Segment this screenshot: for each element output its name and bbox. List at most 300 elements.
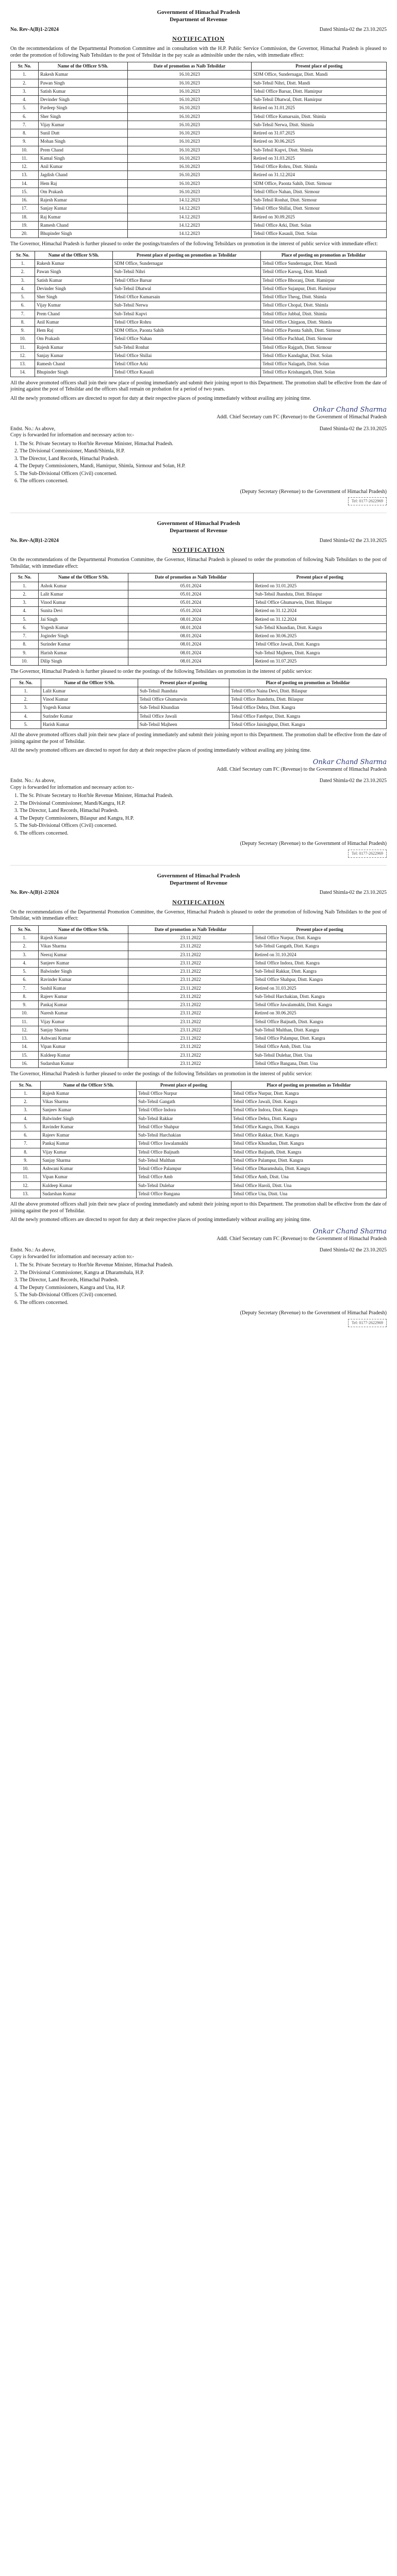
- notification-sheet: [10, 513, 387, 858]
- table-cell: Balwinder Singh: [39, 968, 128, 976]
- table-cell: 7.: [11, 984, 39, 992]
- copy-item: 2. The Divisional Commissioner, Mandi/Shimla, H.P.: [20, 448, 387, 455]
- table-cell: Tehsil Office Rakkar, Distt. Kangra: [231, 1131, 386, 1140]
- table-cell: Tehsil Office Palampur, Distt. Kangra: [231, 1156, 386, 1164]
- table-row: [11, 712, 387, 720]
- table-cell: Lalit Kumar: [41, 687, 138, 695]
- table-cell: Vikas Sharma: [39, 942, 128, 951]
- table-cell: 9.: [11, 1156, 41, 1164]
- table-cell: Om Prakash: [39, 188, 128, 196]
- table-cell: Sub-Tehsil Multhan, Distt. Kangra: [253, 1026, 387, 1034]
- table-cell: 1.: [11, 1089, 41, 1097]
- endorsement-date: Dated Shimla-02 the 23.10.2025: [319, 426, 387, 432]
- table-cell: Sanjay Sharma: [39, 1026, 128, 1034]
- office-stamp: Tel: 0177-2622969: [348, 1319, 387, 1327]
- table-row: [11, 590, 387, 598]
- table-cell: 7.: [11, 310, 35, 318]
- table-cell: Kuldeep Kumar: [39, 1051, 128, 1059]
- table-cell: Rajesh Kumar: [39, 934, 128, 942]
- table-cell: 4.: [11, 959, 39, 967]
- table-cell: 23.11.2022: [128, 984, 253, 992]
- endorsement-signature: [10, 1310, 387, 1327]
- department-heading: Department of Revenue: [170, 879, 227, 886]
- column-header: Present place of posting: [253, 925, 387, 934]
- table-cell: Anil Kumar: [35, 318, 112, 326]
- column-header: Place of posting on promotion as Tehsildar: [261, 251, 387, 259]
- table-row: [11, 351, 387, 360]
- copy-list: [20, 793, 387, 837]
- column-header: Place of posting on promotion as Tehsildar: [229, 679, 387, 687]
- table-cell: Tehsil Office Jawalamukhi, Distt. Kangra: [253, 1001, 387, 1009]
- table-row: [11, 1098, 387, 1106]
- table-row: [11, 327, 387, 335]
- table-row: [11, 623, 387, 632]
- table-cell: 16.10.2023: [127, 104, 252, 112]
- deputy-designation: (Deputy Secretary (Revenue) to the Government of Himachal Pradesh): [240, 841, 387, 847]
- table-row: [11, 1001, 387, 1009]
- table-cell: Yogesh Kumar: [39, 623, 128, 632]
- table-row: [11, 360, 387, 368]
- table-cell: Sub-Tehsil Rakkar, Distt. Kangra: [253, 968, 387, 976]
- table-cell: 12.: [11, 1026, 39, 1034]
- table-row: [11, 1173, 387, 1181]
- table-cell: Retired on 31.12.2024: [252, 171, 387, 179]
- table-cell: 2.: [11, 942, 39, 951]
- table-cell: 16.10.2023: [127, 138, 252, 146]
- table-cell: Tehsil Office Jawali: [138, 712, 229, 720]
- office-stamp: Tel: 0177-2622969: [348, 850, 387, 858]
- table-cell: Tehsil Office Jawali, Distt. Kangra: [231, 1098, 386, 1106]
- column-header: Present place of posting on promotion as Tehsildar: [112, 251, 261, 259]
- table-cell: Tehsil Office Nahan, Distt. Sirmour: [252, 188, 387, 196]
- table-cell: 16.10.2023: [127, 129, 252, 138]
- table-row: [11, 1181, 387, 1190]
- table-cell: 16.10.2023: [127, 96, 252, 104]
- table-cell: 8.: [11, 640, 39, 649]
- table-cell: Prem Chand: [39, 146, 128, 154]
- table-row: [11, 1156, 387, 1164]
- notification-title: NOTIFICATION: [172, 546, 225, 554]
- signature: Onkar Chand Sharma: [312, 406, 387, 414]
- reference-row: [10, 27, 387, 33]
- table-cell: Tehsil Office Baijnath: [137, 1148, 231, 1156]
- table-cell: Sub-Tehsil Ronhat: [112, 343, 261, 351]
- signatory-designation: Addl. Chief Secretary cum FC (Revenue) to the Government of Himachal Pradesh: [217, 414, 387, 420]
- copy-label: Copy is forwarded for information and necessary action to:-: [10, 1253, 134, 1260]
- table-row: [11, 1051, 387, 1059]
- paragraph: All the newly promoted officers are directed to report for duty at their respective places of posting immediately without availing any joining time.: [10, 395, 311, 401]
- table-row: [11, 171, 387, 179]
- promotion-table: [10, 62, 387, 238]
- table-cell: 23.11.2022: [128, 976, 253, 984]
- table-cell: Tehsil Office Shillai, Distt. Sirmour: [252, 205, 387, 213]
- table-cell: Sub-Tehsil Gangath, Distt. Kangra: [253, 942, 387, 951]
- table-cell: Retired on 30.06.2025: [253, 1009, 387, 1018]
- government-heading: Government of Himachal Pradesh: [157, 872, 240, 879]
- table-cell: Tehsil Office Jaisinghpur, Distt. Kangra: [229, 720, 387, 728]
- table-header-row: [11, 251, 387, 259]
- table-cell: 3.: [11, 951, 39, 959]
- table-cell: 18.: [11, 213, 39, 221]
- column-header: Name of the Officer S/Sh.: [39, 925, 128, 934]
- endorsement-date: Dated Shimla-02 the 23.10.2025: [319, 778, 387, 784]
- table-cell: 15.: [11, 188, 39, 196]
- table-cell: Ravinder Kumar: [41, 1123, 137, 1131]
- table-cell: 14.12.2023: [127, 205, 252, 213]
- notification-sheet: [10, 865, 387, 1327]
- office-stamp: Tel: 0177-2622969: [348, 497, 387, 505]
- table-cell: Sub-Tehsil Khundian: [138, 704, 229, 712]
- table-cell: 2.: [11, 696, 41, 704]
- column-header: Name of the Officer S/Sh.: [41, 679, 138, 687]
- table-cell: 14.: [11, 179, 39, 188]
- table-cell: 16.10.2023: [127, 146, 252, 154]
- table-cell: Tehsil Office Ghumarwin, Distt. Bilaspur: [253, 599, 386, 607]
- table-row: [11, 260, 387, 268]
- reference-number: No. Rev-A(B)1-2/2024: [10, 26, 59, 32]
- table-header-row: [11, 1081, 387, 1089]
- table-cell: Rajesh Kumar: [41, 1089, 137, 1097]
- table-cell: 16.: [11, 1059, 39, 1067]
- column-header: Sr. No.: [11, 573, 39, 582]
- table-cell: Sub-Tehsil Rakkar: [137, 1114, 231, 1123]
- table-cell: Tehsil Office Bangana, Distt. Una: [253, 1059, 387, 1067]
- table-cell: 10.: [11, 657, 39, 665]
- table-row: [11, 230, 387, 238]
- table-cell: Tehsil Office Karsog, Distt. Mandi: [261, 268, 387, 276]
- table-row: [11, 934, 387, 942]
- table-cell: Tehsil Office Sujanpur, Distt. Hamirpur: [261, 284, 387, 293]
- table-cell: Tehsil Office Nurpur, Distt. Kangra: [253, 934, 387, 942]
- table-cell: 10.: [11, 146, 39, 154]
- table-cell: Tehsil Office Fatehpur, Distt. Kangra: [229, 712, 387, 720]
- table-cell: 16.10.2023: [127, 171, 252, 179]
- table-cell: 4.: [11, 284, 35, 293]
- table-cell: Rakesh Kumar: [35, 260, 112, 268]
- table-cell: Tehsil Office Barsar: [112, 276, 261, 284]
- column-header: Sr. No.: [11, 925, 39, 934]
- copy-item: 1. The Sr. Private Secretary to Hon'ble Revenue Minister, Himachal Pradesh.: [20, 441, 387, 448]
- column-header: Date of promotion as Naib Tehsildar: [128, 573, 253, 582]
- table-cell: Tehsil Office Palampur, Distt. Kangra: [253, 1035, 387, 1043]
- endorsement-number: Endst. No.: As above,: [10, 426, 56, 432]
- table-cell: Devinder Singh: [39, 96, 128, 104]
- table-header-row: [11, 573, 387, 582]
- table-row: [11, 942, 387, 951]
- table-cell: Tehsil Office Bangana: [137, 1190, 231, 1198]
- signature: Onkar Chand Sharma: [312, 758, 387, 766]
- table-cell: 16.10.2023: [127, 121, 252, 129]
- table-row: [11, 87, 387, 95]
- table-row: [11, 968, 387, 976]
- table-row: [11, 368, 387, 377]
- table-row: [11, 179, 387, 188]
- table-cell: Raj Kumar: [39, 213, 128, 221]
- issue-date: Dated Shimla-02 the 23.10.2025: [319, 537, 387, 544]
- table-cell: Om Prakash: [35, 335, 112, 343]
- table-cell: Sushil Kumar: [39, 984, 128, 992]
- endorsement: [10, 778, 387, 837]
- paragraph: On the recommendations of the Departmental Promotion Committee, the Governor, Himachal Pradesh is pleased to order the promotion of following Naib Tehsildars to the post of Tehsildar, with immediate effect:: [10, 557, 387, 569]
- table-cell: 08.01.2024: [128, 657, 253, 665]
- table-cell: 10.: [11, 1165, 41, 1173]
- table-cell: 20.: [11, 230, 39, 238]
- table-cell: 5.: [11, 968, 39, 976]
- column-header: Name of the Officer S/Sh.: [41, 1081, 137, 1089]
- table-cell: Pankaj Kumar: [41, 1140, 137, 1148]
- table-cell: Sub-Tehsil Kupvi: [112, 310, 261, 318]
- table-cell: Tehsil Office Chirgaon, Distt. Shimla: [261, 318, 387, 326]
- table-cell: 11.: [11, 154, 39, 162]
- table-cell: Tehsil Office Khundian, Distt. Kangra: [231, 1140, 386, 1148]
- table-cell: 05.01.2024: [128, 582, 253, 590]
- table-row: [11, 188, 387, 196]
- table-cell: 4.: [11, 712, 41, 720]
- copy-item: 3. The Director, Land Records, Himachal Pradesh.: [20, 808, 387, 815]
- table-cell: 4.: [11, 96, 39, 104]
- table-cell: Sub-Tehsil Nerwa, Distt. Shimla: [252, 121, 387, 129]
- table-row: [11, 1165, 387, 1173]
- table-cell: Tehsil Office Paonta Sahib, Distt. Sirmour: [261, 327, 387, 335]
- column-header: Sr. No.: [11, 62, 39, 71]
- table-cell: 1.: [11, 260, 35, 268]
- table-cell: Sub-Tehsil Ronhat, Distt. Sirmour: [252, 196, 387, 205]
- table-cell: Tehsil Office Ghumarwin: [138, 696, 229, 704]
- signature-block: [10, 406, 387, 421]
- table-cell: Sub-Tehsil Dulehar, Distt. Una: [253, 1051, 387, 1059]
- table-cell: 1.: [11, 582, 39, 590]
- table-cell: Sub-Tehsil Nerwa: [112, 301, 261, 310]
- table-row: [11, 213, 387, 221]
- table-cell: Ashok Kumar: [39, 582, 128, 590]
- table-cell: Tehsil Office Baijnath, Distt. Kangra: [253, 1018, 387, 1026]
- issue-date: Dated Shimla-02 the 23.10.2025: [319, 890, 387, 896]
- table-cell: 05.01.2024: [128, 607, 253, 615]
- table-row: [11, 221, 387, 229]
- table-row: [11, 984, 387, 992]
- table-cell: 2.: [11, 268, 35, 276]
- table-cell: SDM Office, Paonta Sahib, Distt. Sirmour: [252, 179, 387, 188]
- paragraph: The Governor, Himachal Pradesh is further pleased to order the postings/transfers of the following Tehsildars on promotion in the interest of public service with immediate effect:: [10, 241, 378, 247]
- table-cell: 8.: [11, 129, 39, 138]
- government-heading: Government of Himachal Pradesh: [157, 520, 240, 527]
- table-cell: Tehsil Office Shillai: [112, 351, 261, 360]
- table-cell: Tehsil Office Kasauli, Distt. Solan: [252, 230, 387, 238]
- table-cell: Vijay Kumar: [39, 121, 128, 129]
- table-cell: 23.11.2022: [128, 1059, 253, 1067]
- table-cell: SDM Office, Paonta Sahib: [112, 327, 261, 335]
- table-cell: Retired on 31.07.2025: [252, 129, 387, 138]
- table-row: [11, 310, 387, 318]
- table-cell: 6.: [11, 1131, 41, 1140]
- table-row: [11, 1035, 387, 1043]
- table-row: [11, 104, 387, 112]
- table-header-row: [11, 62, 387, 71]
- table-cell: Tehsil Office Dehra, Distt. Kangra: [229, 704, 387, 712]
- table-cell: Tehsil Office Amb, Distt. Una: [231, 1173, 386, 1181]
- table-cell: Tehsil Office Baijnath, Distt. Kangra: [231, 1148, 386, 1156]
- table-cell: Retired on 31.01.2025: [253, 582, 386, 590]
- endorsement-row: [10, 1247, 387, 1254]
- table-cell: Naresh Kumar: [39, 1009, 128, 1018]
- table-cell: 05.01.2024: [128, 599, 253, 607]
- table-row: [11, 1026, 387, 1034]
- table-cell: Sub-Tehsil Harchakian: [137, 1131, 231, 1140]
- table-cell: Tehsil Office Shahpur, Distt. Kangra: [253, 976, 387, 984]
- department-heading: Department of Revenue: [170, 528, 227, 534]
- table-cell: Sanjay Kumar: [35, 351, 112, 360]
- table-row: [11, 640, 387, 649]
- table-cell: Tehsil Office Amb, Distt. Una: [253, 1043, 387, 1051]
- table-cell: Ashwani Kumar: [41, 1165, 137, 1173]
- table-cell: 13.: [11, 171, 39, 179]
- table-cell: Vinod Kumar: [39, 599, 128, 607]
- copy-item: 5. The Sub-Divisional Officers (Civil) concerned.: [20, 1292, 387, 1299]
- table-row: [11, 959, 387, 967]
- table-cell: 16.10.2023: [127, 71, 252, 79]
- table-cell: 16.10.2023: [127, 112, 252, 121]
- table-cell: 6.: [11, 623, 39, 632]
- table-row: [11, 276, 387, 284]
- table-cell: 9.: [11, 138, 39, 146]
- table-cell: Sub-Tehsil Nihri: [112, 268, 261, 276]
- table-row: [11, 1009, 387, 1018]
- table-cell: Tehsil Office Kumarsain: [112, 293, 261, 301]
- table-header-row: [11, 925, 387, 934]
- table-cell: Sanjeev Kumar: [41, 1106, 137, 1114]
- paragraph: The Governor, Himachal Pradesh is further pleased to order the postings of the following Tehsildars on promotion in the interest of public service:: [10, 669, 312, 674]
- table-cell: 23.11.2022: [128, 1043, 253, 1051]
- table-cell: 23.11.2022: [128, 1018, 253, 1026]
- copy-item: 2. The Divisional Commissioner, Mandi/Kangra, H.P.: [20, 801, 387, 807]
- table-row: [11, 301, 387, 310]
- table-cell: 08.01.2024: [128, 615, 253, 623]
- table-cell: Tehsil Office Indora, Distt. Kangra: [231, 1106, 386, 1114]
- table-cell: SDM Office, Sundernagar: [112, 260, 261, 268]
- table-row: [11, 992, 387, 1001]
- table-row: [11, 1114, 387, 1123]
- table-cell: Ramesh Chand: [39, 221, 128, 229]
- table-cell: Jagdish Chand: [39, 171, 128, 179]
- table-cell: Sher Singh: [35, 293, 112, 301]
- table-cell: 10.: [11, 1009, 39, 1018]
- table-cell: Sanjeev Kumar: [39, 959, 128, 967]
- table-cell: 16.10.2023: [127, 79, 252, 87]
- table-cell: 23.11.2022: [128, 951, 253, 959]
- table-cell: 23.11.2022: [128, 934, 253, 942]
- table-cell: Rajeev Kumar: [39, 992, 128, 1001]
- column-header: Present place of posting: [253, 573, 386, 582]
- table-cell: Hem Raj: [39, 179, 128, 188]
- table-cell: 5.: [11, 1123, 41, 1131]
- table-cell: Sub-Tehsil Kupvi, Distt. Shimla: [252, 146, 387, 154]
- table-cell: 23.11.2022: [128, 1026, 253, 1034]
- table-cell: Sunil Dutt: [39, 129, 128, 138]
- table-cell: Tehsil Office Dharamshala, Distt. Kangra: [231, 1165, 386, 1173]
- table-row: [11, 196, 387, 205]
- column-header: Name of the Officer S/Sh.: [39, 62, 128, 71]
- table-cell: Tehsil Office Kandaghat, Distt. Solan: [261, 351, 387, 360]
- table-cell: Retired on 31.01.2025: [252, 104, 387, 112]
- table-cell: 5.: [11, 720, 41, 728]
- table-cell: Surinder Kumar: [41, 712, 138, 720]
- endorsement-number: Endst. No.: As above,: [10, 1247, 56, 1253]
- notification-title: NOTIFICATION: [172, 35, 225, 42]
- table-row: [11, 79, 387, 87]
- table-cell: 3.: [11, 704, 41, 712]
- table-cell: Sub-Tehsil Gangath: [137, 1098, 231, 1106]
- column-header: Date of promotion as Naib Tehsildar: [128, 925, 253, 934]
- table-cell: 23.11.2022: [128, 968, 253, 976]
- endorsement-date: Dated Shimla-02 the 23.10.2025: [319, 1247, 387, 1253]
- table-cell: Vijay Kumar: [35, 301, 112, 310]
- copy-list: [20, 1262, 387, 1306]
- table-cell: Rajesh Kumar: [35, 343, 112, 351]
- table-cell: 11.: [11, 1018, 39, 1026]
- posting-table: [10, 679, 387, 730]
- table-cell: 12.: [11, 351, 35, 360]
- table-cell: Sub-Tehsil Jhanduta: [138, 687, 229, 695]
- table-cell: 23.11.2022: [128, 959, 253, 967]
- table-cell: Vipan Kumar: [41, 1173, 137, 1181]
- table-cell: 08.01.2024: [128, 649, 253, 657]
- table-cell: Retired on 31.03.2025: [252, 154, 387, 162]
- table-cell: 10.: [11, 335, 35, 343]
- signature: Onkar Chand Sharma: [312, 1227, 387, 1235]
- copy-item: 6. The officers concerned.: [20, 478, 387, 485]
- table-cell: Bhupinder Singh: [35, 368, 112, 377]
- table-cell: Sub-Tehsil Dhatwal: [112, 284, 261, 293]
- table-cell: 7.: [11, 632, 39, 640]
- table-cell: Tehsil Office Jubbal, Distt. Shimla: [261, 310, 387, 318]
- table-cell: Tehsil Office Arki: [112, 360, 261, 368]
- paragraph: All the newly promoted officers are directed to report for duty at their respective places of posting immediately without availing any joining time.: [10, 1217, 311, 1223]
- issue-date: Dated Shimla-02 the 23.10.2025: [319, 26, 387, 32]
- table-cell: Tehsil Office Kangra, Distt. Kangra: [231, 1123, 386, 1131]
- table-cell: 13.: [11, 1190, 41, 1198]
- table-cell: Tehsil Office Rohru, Distt. Shimla: [252, 163, 387, 171]
- copy-item: 4. The Deputy Commissioners, Bilaspur and Kangra, H.P.: [20, 816, 387, 822]
- reference-row: [10, 538, 387, 545]
- table-cell: 4.: [11, 607, 39, 615]
- posting-table: [10, 1081, 387, 1199]
- table-cell: 2.: [11, 1098, 41, 1106]
- table-cell: Sudarshan Kumar: [41, 1190, 137, 1198]
- paragraph: All the newly promoted officers are directed to report for duty at their respective places of posting immediately without availing any joining time.: [10, 748, 311, 753]
- table-cell: Tehsil Office Naina Devi, Distt. Bilaspur: [229, 687, 387, 695]
- table-cell: Bhupinder Singh: [39, 230, 128, 238]
- table-cell: Devinder Singh: [35, 284, 112, 293]
- table-cell: 14.12.2023: [127, 230, 252, 238]
- table-cell: 23.11.2022: [128, 1051, 253, 1059]
- table-cell: Sub-Tehsil Dulehar: [137, 1181, 231, 1190]
- table-row: [11, 293, 387, 301]
- table-cell: 14.: [11, 368, 35, 377]
- table-cell: Pankaj Kumar: [39, 1001, 128, 1009]
- table-cell: Tehsil Office Nahan: [112, 335, 261, 343]
- table-cell: Tehsil Office Barsar, Distt. Hamirpur: [252, 87, 387, 95]
- table-header-row: [11, 679, 387, 687]
- copy-list: [20, 441, 387, 485]
- table-cell: Dilip Singh: [39, 657, 128, 665]
- table-cell: 08.01.2024: [128, 640, 253, 649]
- table-cell: Retired on 31.07.2025: [253, 657, 386, 665]
- table-cell: Sub-Tehsil Jhanduta, Distt. Bilaspur: [253, 590, 386, 598]
- signature-block: [10, 1228, 387, 1243]
- table-cell: Ravinder Kumar: [39, 976, 128, 984]
- table-cell: Retired on 30.09.2025: [252, 213, 387, 221]
- table-cell: Tehsil Office Haroli, Distt. Una: [231, 1181, 386, 1190]
